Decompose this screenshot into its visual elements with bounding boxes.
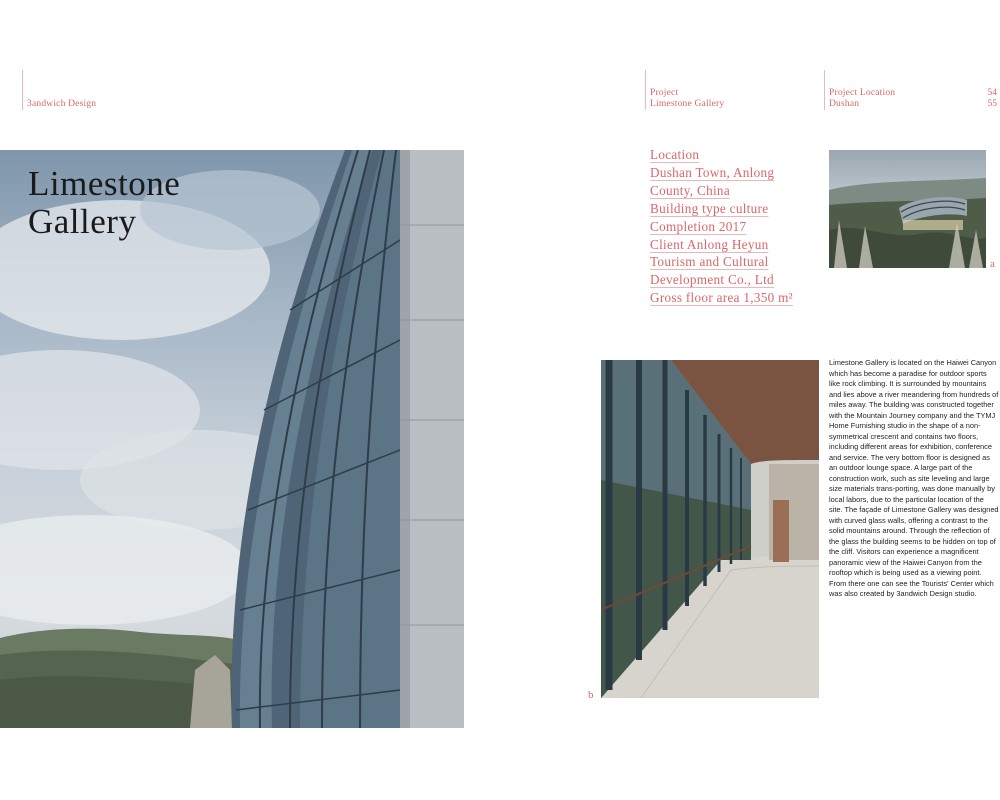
detail-line: Gross floor area 1,350 m²: [650, 290, 793, 306]
header-rule-location: [824, 70, 825, 110]
running-head-project-name: Limestone Gallery: [650, 99, 725, 109]
page-title: Limestone Gallery: [28, 164, 181, 241]
detail-line: Building type culture: [650, 200, 769, 216]
caption-label-b: b: [588, 689, 594, 701]
project-details: [650, 146, 820, 307]
header-rule-left: [22, 70, 23, 110]
detail-line: Development Co., Ltd: [650, 272, 774, 288]
header-rule-project: [645, 70, 646, 110]
photo-aerial-view: [829, 150, 986, 268]
detail-line: Completion 2017: [650, 218, 747, 234]
caption-label-a: a: [990, 258, 995, 270]
detail-line: Tourism and Cultural: [650, 254, 769, 270]
detail-line: Dushan Town, Anlong: [650, 164, 775, 180]
running-head-project-label: Project: [650, 88, 679, 98]
detail-line: County, China: [650, 182, 730, 198]
running-head-location-label: Project Location: [829, 88, 896, 98]
page-number-left: 54: [987, 88, 997, 98]
body-text: Limestone Gallery is located on the Haiwei Canyon which has become a paradise for outdoor sports like rock climbing. It is surrounded by mountains and lies above a river meandering from hundreds of miles away. The building was constructed together with the Mountain Journey company and the TYMJ Home Furnishing studio in the shape of a non-symmetrical crescent and contains two floors, including different areas for exhibition, conference and service. The very bottom floor is designed as an outdoor lounge space. A large part of the construction work, such as site leveling and large size materials trans-porting, was done manually by local labors, due to the particular location of the site. The façade of Limestone Gallery was designed with curved glass walls, offering a contrast to the solid mountains around. Through the reflection of the glass the building seems to be hidden on top of the cliff. Visitors can experience a magnificent panoramic view of the Haiwei Canyon from the rooftop which is being used as a viewing point. From there one can see the Tourists' Center which was also created by 3andwich Design studio.: [829, 358, 999, 598]
photo-corridor-interior: [601, 360, 819, 698]
running-head-studio: 3andwich Design: [27, 99, 97, 109]
detail-line: Client Anlong Heyun: [650, 236, 769, 252]
page-number-right: 55: [987, 99, 997, 109]
detail-line: Location: [650, 147, 700, 162]
running-head-location-name: Dushan: [829, 99, 860, 109]
